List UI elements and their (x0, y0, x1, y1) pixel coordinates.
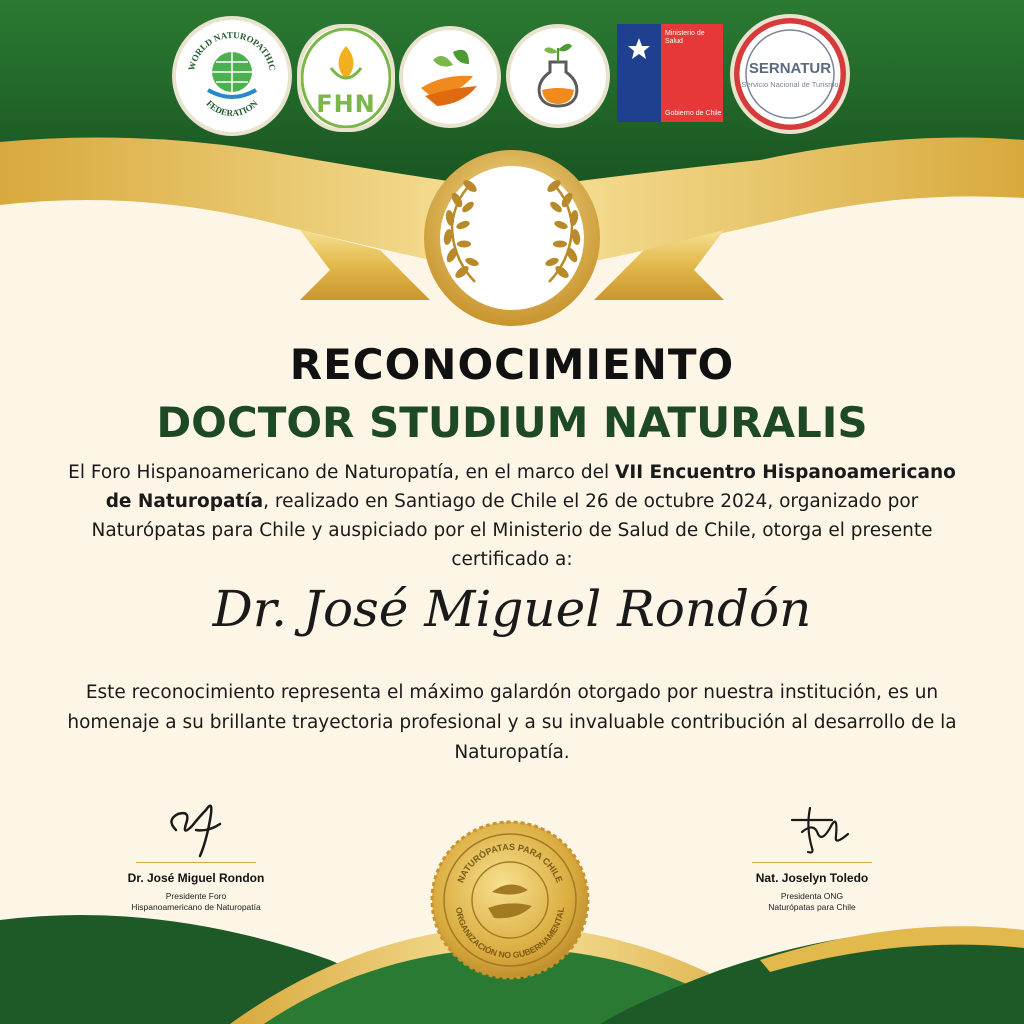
signatory-role-right-line2: Naturópatas para Chile (768, 902, 856, 912)
fhn-text: FHN (316, 90, 376, 118)
signatory-role-left-line1: Presidente Foro (165, 891, 227, 901)
ministerio-salud-logo (617, 24, 723, 122)
signatory-name-left: Dr. José Miguel Rondon (127, 871, 265, 885)
intro-part2: , realizado en Santiago de Chile el 26 de octubre 2024, organizado por Naturópatas para Chile y auspiciado por el Ministerio de Salud de Chile, otorga el presente certificado a: (91, 491, 933, 570)
certificate-closing: Este reconocimiento representa el máximo galardón otorgado por nuestra institución, es un homenaje a su brillante trayectoria profesional y a su invaluable contribución al desarrollo de la Naturopatía. (67, 682, 957, 763)
handwritten-signature-left (136, 790, 256, 860)
minsal-ministry-text: Ministerio de Salud (665, 30, 705, 45)
signatory-name-right: Nat. Joselyn Toledo (755, 871, 869, 885)
flask-plant-logo (510, 28, 606, 124)
signatory-role-left-line2: Hispanoamericano de Naturopatía (131, 902, 261, 912)
recipient-name: Dr. José Miguel Rondón (212, 580, 812, 638)
hand-leaf-logo (403, 30, 497, 124)
signature-block-left (96, 790, 296, 913)
gold-seal (430, 820, 590, 980)
certificate-title: RECONOCIMIENTO (289, 340, 735, 389)
seal-bottom-text: ORGANIZACIÓN NO GUBERNAMENTAL (454, 906, 566, 961)
signatory-role-right (712, 891, 912, 913)
certificate-intro (60, 458, 964, 574)
signature-line-left (136, 862, 256, 863)
minsal-government-text: Gobierno de Chile (665, 110, 722, 117)
intro-event-name: VII Encuentro Hispanoamericano de Naturopatía (105, 462, 956, 512)
sernatur-logo (734, 18, 846, 130)
signature-block-right (712, 798, 912, 913)
signatory-role-left (96, 891, 296, 913)
certificate-subtitle: DOCTOR STUDIUM NATURALIS (156, 398, 868, 447)
handwritten-signature-right (752, 798, 872, 860)
intro-part1: El Foro Hispanoamericano de Naturopatía, en el marco del (68, 462, 615, 483)
sernatur-full-name: Servicio Nacional de Turismo (741, 80, 839, 89)
fhn-logo (301, 28, 391, 128)
wnf-bottom-text: FEDERATION (204, 98, 260, 119)
signature-line-right (752, 862, 872, 863)
sernatur-name: SERNATUR (748, 60, 832, 77)
world-naturopathic-federation-logo (176, 20, 288, 132)
medal-inner (440, 166, 584, 310)
seal-top-text: NATURÓPATAS PARA CHILE (455, 841, 565, 885)
wnf-top-text: WORLD NATUROPATHIC (186, 29, 278, 72)
signatory-role-right-line1: Presidenta ONG (780, 891, 844, 901)
